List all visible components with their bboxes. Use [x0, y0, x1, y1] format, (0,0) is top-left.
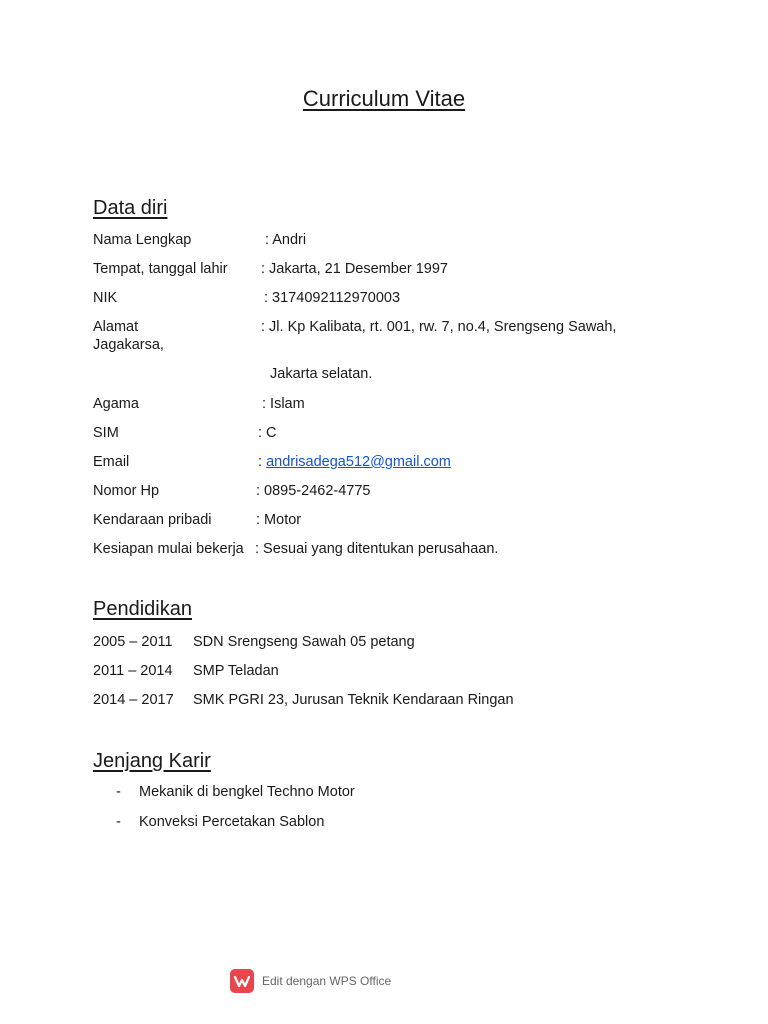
- address-continuation: Jagakarsa,: [93, 337, 164, 353]
- field-value: : Islam: [262, 396, 305, 412]
- field-value: : 0895-2462-4775: [256, 483, 371, 499]
- section-heading-jenjang-karir: Jenjang Karir: [93, 750, 211, 772]
- list-bullet: -: [116, 784, 121, 800]
- field-label: Nama Lengkap: [93, 232, 192, 248]
- field-label: Nomor Hp: [93, 483, 160, 499]
- education-years: 2014 – 2017: [93, 692, 174, 708]
- email-prefix: :: [258, 454, 263, 470]
- education-school: SMP Teladan: [193, 663, 279, 679]
- field-label: Kendaraan pribadi: [93, 512, 212, 528]
- education-years: 2011 – 2014: [93, 663, 173, 679]
- field-value: : Sesuai yang ditentukan perusahaan.: [255, 541, 499, 557]
- field-label: Email: [93, 454, 130, 470]
- document-title: Curriculum Vitae: [302, 86, 466, 111]
- field-value: : Jakarta, 21 Desember 1997: [261, 261, 448, 277]
- education-school: SMK PGRI 23, Jurusan Teknik Kendaraan Ringan: [193, 692, 514, 708]
- field-label: Kesiapan mulai bekerja: [93, 541, 244, 557]
- wps-footer-text: Edit dengan WPS Office: [262, 974, 392, 988]
- field-value: : Jl. Kp Kalibata, rt. 001, rw. 7, no.4, Srengseng Sawah,: [261, 319, 617, 335]
- education-years: 2005 – 2011: [93, 634, 173, 650]
- wps-logo-icon: [230, 969, 254, 993]
- field-label: Agama: [93, 396, 139, 412]
- education-school: SDN Srengseng Sawah 05 petang: [193, 634, 415, 650]
- field-value: [258, 453, 451, 472]
- field-label: Tempat, tanggal lahir: [93, 261, 228, 277]
- field-value: : Motor: [256, 512, 302, 528]
- field-label: NIK: [93, 290, 118, 306]
- career-item: Mekanik di bengkel Techno Motor: [139, 784, 355, 800]
- field-value: : 3174092112970003: [264, 290, 401, 306]
- section-heading-data-diri: Data diri: [93, 197, 168, 219]
- career-item: Konveksi Percetakan Sablon: [139, 814, 325, 830]
- section-heading-pendidikan: Pendidikan: [93, 598, 192, 620]
- address-continuation: Jakarta selatan.: [270, 366, 373, 382]
- field-label: SIM: [93, 425, 119, 441]
- field-value: : Andri: [265, 232, 307, 248]
- field-label: Alamat: [93, 319, 139, 335]
- email-link[interactable]: andrisadega512@gmail.com: [266, 454, 451, 470]
- wps-watermark: [230, 969, 391, 993]
- field-value: : C: [258, 425, 277, 441]
- list-bullet: -: [116, 814, 121, 830]
